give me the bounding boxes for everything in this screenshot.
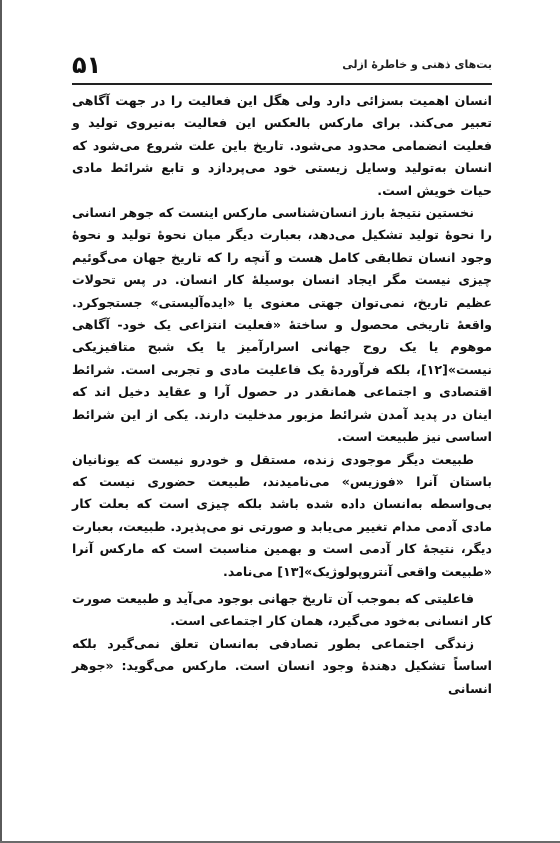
page-left-edge (0, 0, 2, 843)
paragraph-5: زندگی اجتماعی بطور تصادفی به‌انسان تعلق نمی‌گیرد بلکه اساساً تشکیل دهندهٔ وجود انسان است. مارکس می‌گوید: «جوهر انسانی (72, 635, 492, 696)
page-header (72, 50, 492, 86)
paragraph-3: طبیعت دیگر موجودی زنده، مستقل و خودرو نیست که یونانیان باستان آنرا «فوزیس» می‌نامیدند، طبیعت حضوری نیست که بی‌واسطه به‌انسان داده شده باشد بلکه چیزی است که بعلت کار مادی آدمی مدام تغییر می‌یابد و صورتی نو می‌پذیرد. طبیعت، بعبارت دیگر، نتیجهٔ کار آدمی است و بهمین مناسبت است که مارکس آنرا «طبیعت واقعی آنتروپولوژیک»[۱۳] می‌نامد. (72, 451, 492, 579)
header-rule (72, 83, 492, 85)
running-title: بت‌های ذهنی و خاطرهٔ ازلی (342, 58, 492, 71)
paragraph-1: انسان اهمیت بسزائی دارد ولی هگل این فعالیت را در جهت آگاهی تعبیر می‌کند. برای مارکس بالعکس این فعالیت به‌نیروی تولید و فعلیت انضمامی محدود می‌شود. تاریخ باین علت شروع می‌شود که انسان به‌تولید وسایل زیستی خود می‌پردازد و تابع شرائط مادی حیات خویش است. (72, 93, 492, 198)
paragraph-4: فاعلیتی که بموجب آن تاریخ جهانی بوجود می‌آید و طبیعت صورت کار انسانی به‌خود می‌گیرد، همان کار اجتماعی است. (72, 590, 492, 629)
body-text (72, 90, 492, 700)
paragraph-2: نخستین نتیجهٔ بارز انسان‌شناسی مارکس اینست که جوهر انسانی را نحوهٔ تولید تشکیل می‌دهد، بعبارت دیگر میان نحوهٔ تولید و نحوهٔ وجود انسان تطابقی کامل هست و آنچه را که تاریخ جهان می‌گوئیم چیزی نیست مگر ایجاد انسان بوسیلهٔ کار انسان. در پس تحولات عظیم تاریخ، نمی‌توان جهتی معنوی یا «ایده‌آلیستی» جستجوکرد. واقعهٔ تاریخی محصول و ساختهٔ «فعلیت انتزاعی یک خود- آگاهی موهوم یا یک روح جهانی اسرارآمیز یا یک شبح متافیزیکی نیست»[۱۲]، بلکه فرآوردهٔ یک فاعلیت مادی و تجربی است. شرائط اقتصادی و اجتماعی همانقدر در حصول آرا و عقاید دخیل اند که اینان در پدید آمدن شرائط مزبور مدخلیت دارند. یکی از این شرائط اساسی نیز طبیعت است. (72, 205, 492, 445)
page-number: ۵۱ (72, 51, 102, 79)
